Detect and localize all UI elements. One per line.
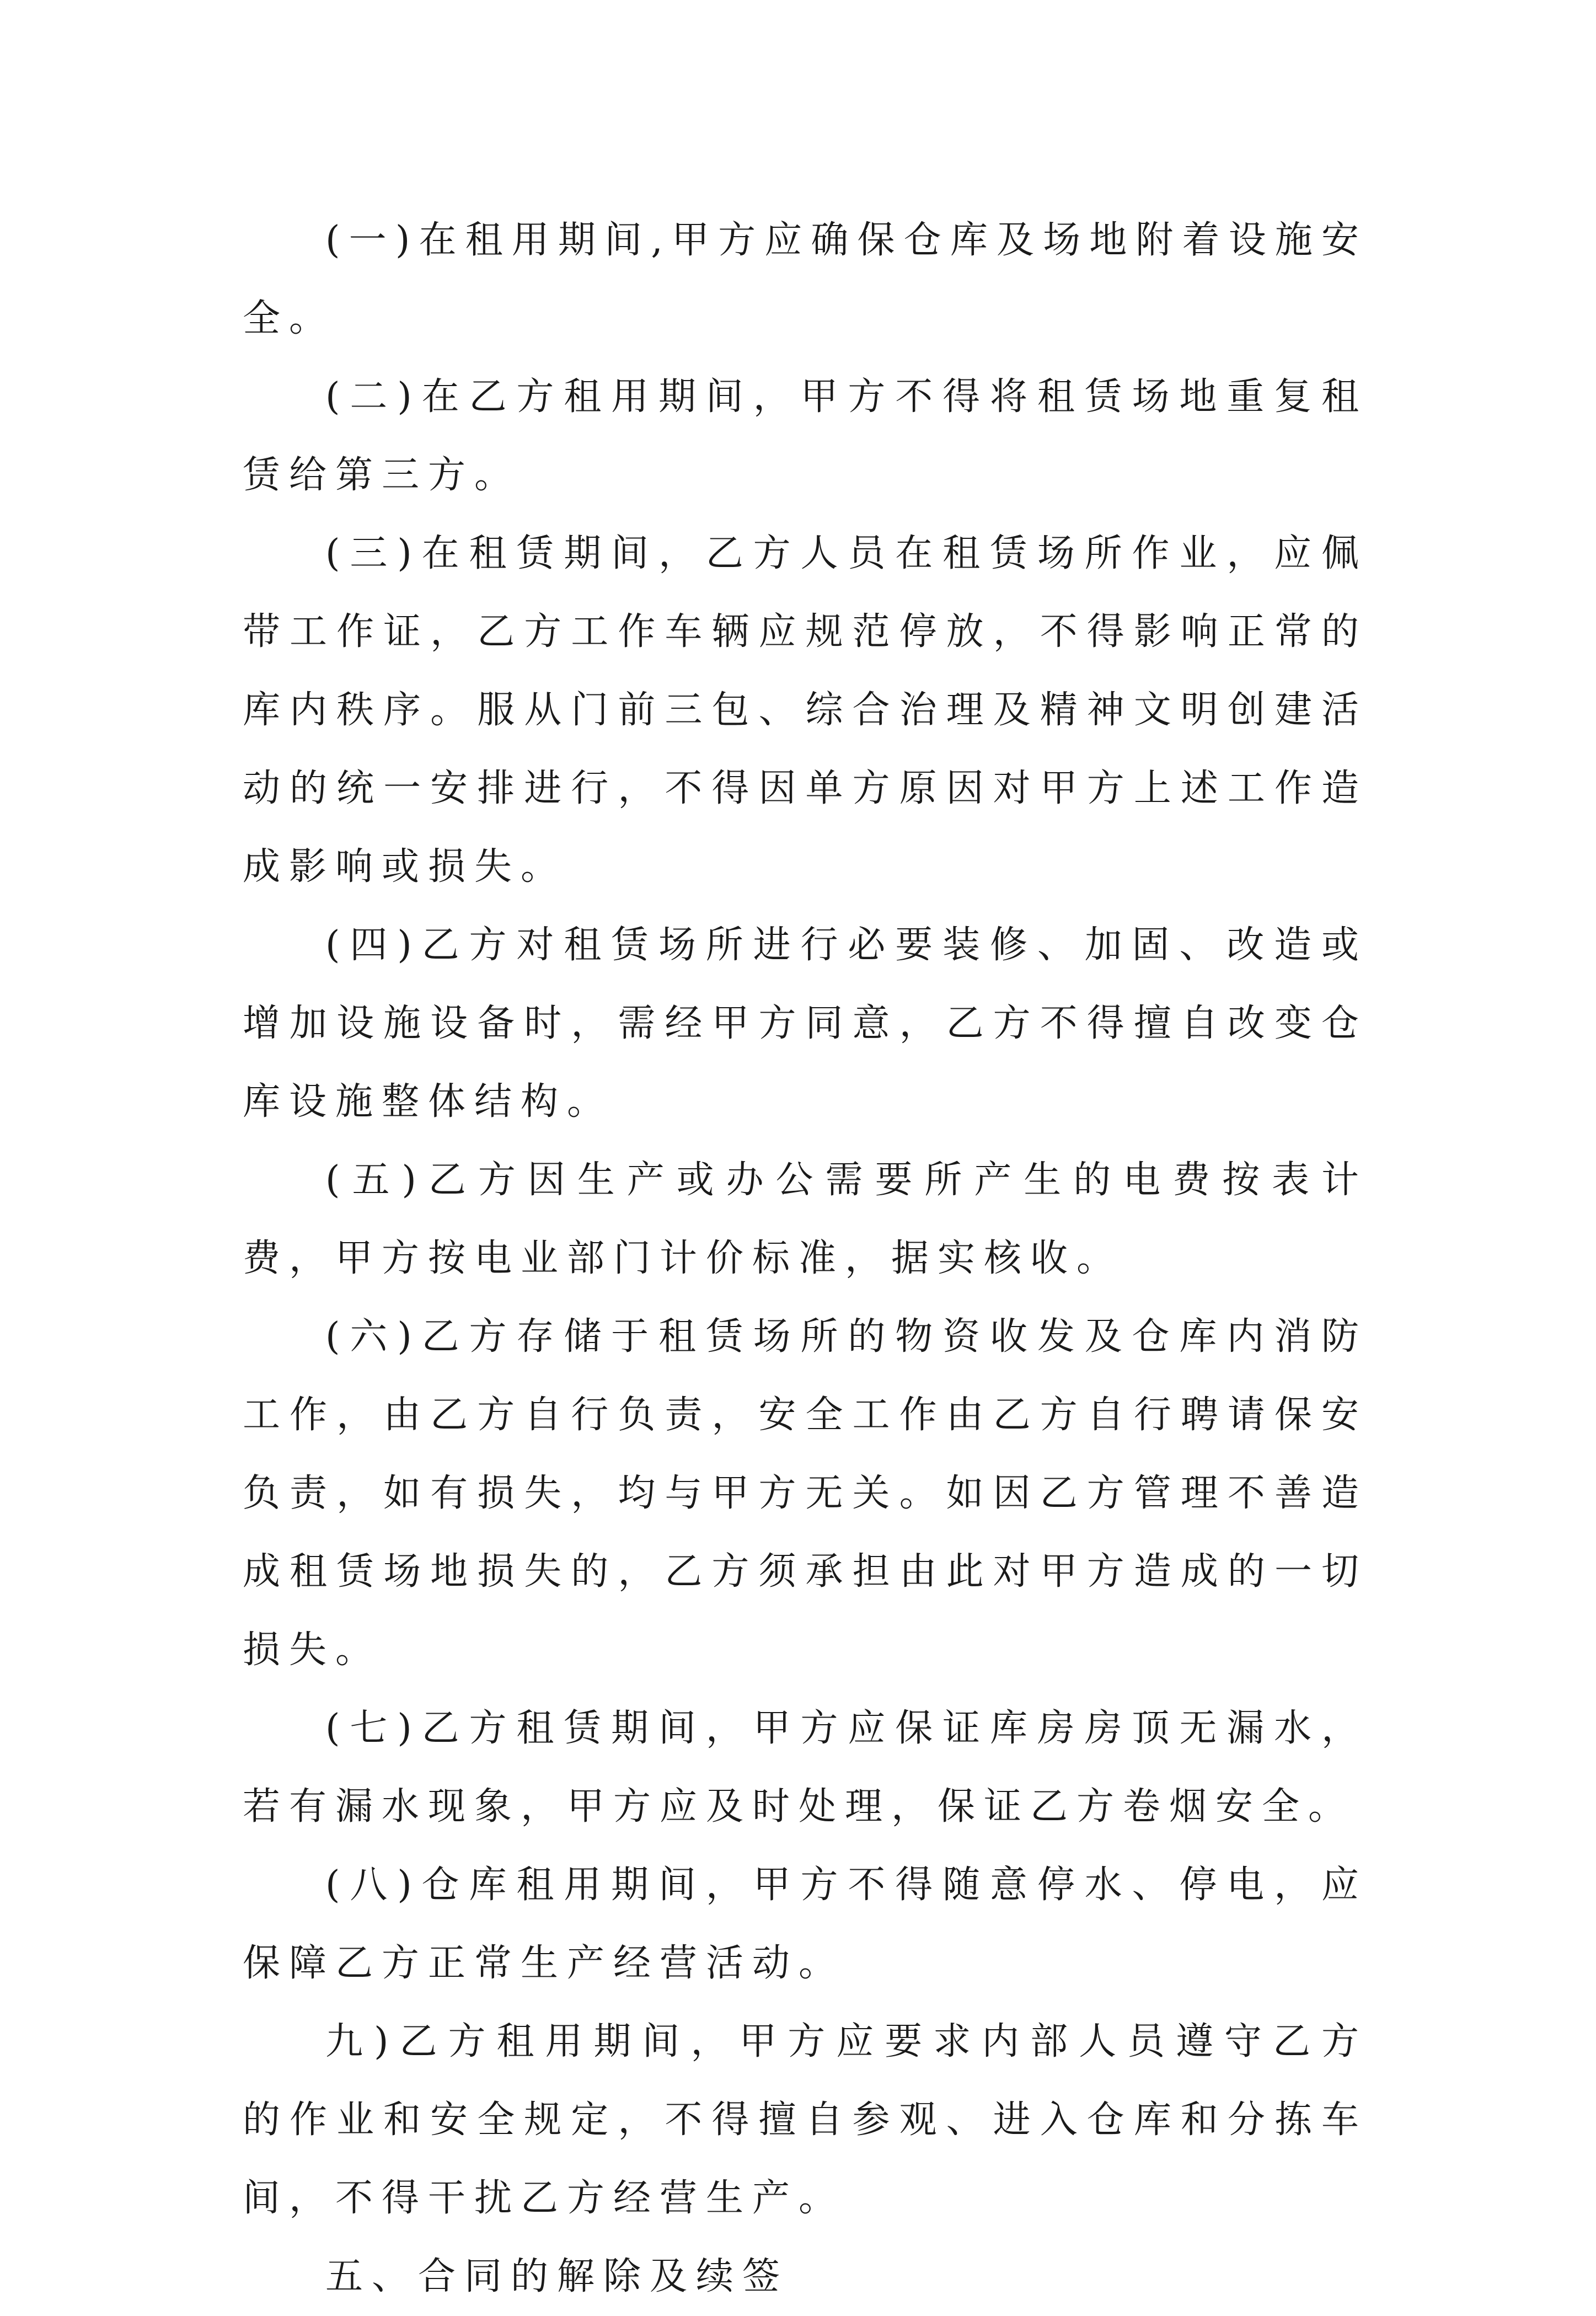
paragraph-9: 九)乙方租用期间，甲方应要求内部人员遵守乙方的作业和安全规定，不得擅自参观、进入仓库和分拣车间，不得干扰乙方经营生产。 <box>243 2020 1368 2220</box>
paragraph-7: (七)乙方租赁期间，甲方应保证库房房顶无漏水，若有漏水现象，甲方应及时处理，保证乙方卷烟安全。 <box>243 1707 1368 1828</box>
section-heading-contract-termination: 五、合同的解除及续签 <box>325 2255 789 2298</box>
paragraph-6: (六)乙方存储于租赁场所的物资收发及仓库内消防工作，由乙方自行负责，安全工作由乙方自行聘请保安负责，如有损失，均与甲方无关。如因乙方管理不善造成租赁场地损失的，乙方须承担由此对甲方造成的一切损失。 <box>243 1315 1368 1672</box>
paragraph-8: (八)仓库租用期间，甲方不得随意停水、停电，应保障乙方正常生产经营活动。 <box>243 1863 1368 1985</box>
document-body <box>243 201 1368 2316</box>
paragraph-5: (五)乙方因生产或办公需要所产生的电费按表计费，甲方按电业部门计价标准，据实核收。 <box>243 1158 1368 1280</box>
paragraph-3: (三)在租赁期间，乙方人员在租赁场所作业，应佩带工作证，乙方工作车辆应规范停放，不得影响正常的库内秩序。服从门前三包、综合治理及精神文明创建活动的统一安排进行，不得因单方原因对甲方上述工作造成影响或损失。 <box>243 532 1368 889</box>
paragraph-2: (二)在乙方租用期间，甲方不得将租赁场地重复租赁给第三方。 <box>243 375 1368 497</box>
paragraph-4: (四)乙方对租赁场所进行必要装修、加固、改造或增加设施设备时，需经甲方同意，乙方不得擅自改变仓库设施整体结构。 <box>243 923 1368 1124</box>
paragraph-1: (一)在租用期间,甲方应确保仓库及场地附着设施安全。 <box>243 218 1368 340</box>
